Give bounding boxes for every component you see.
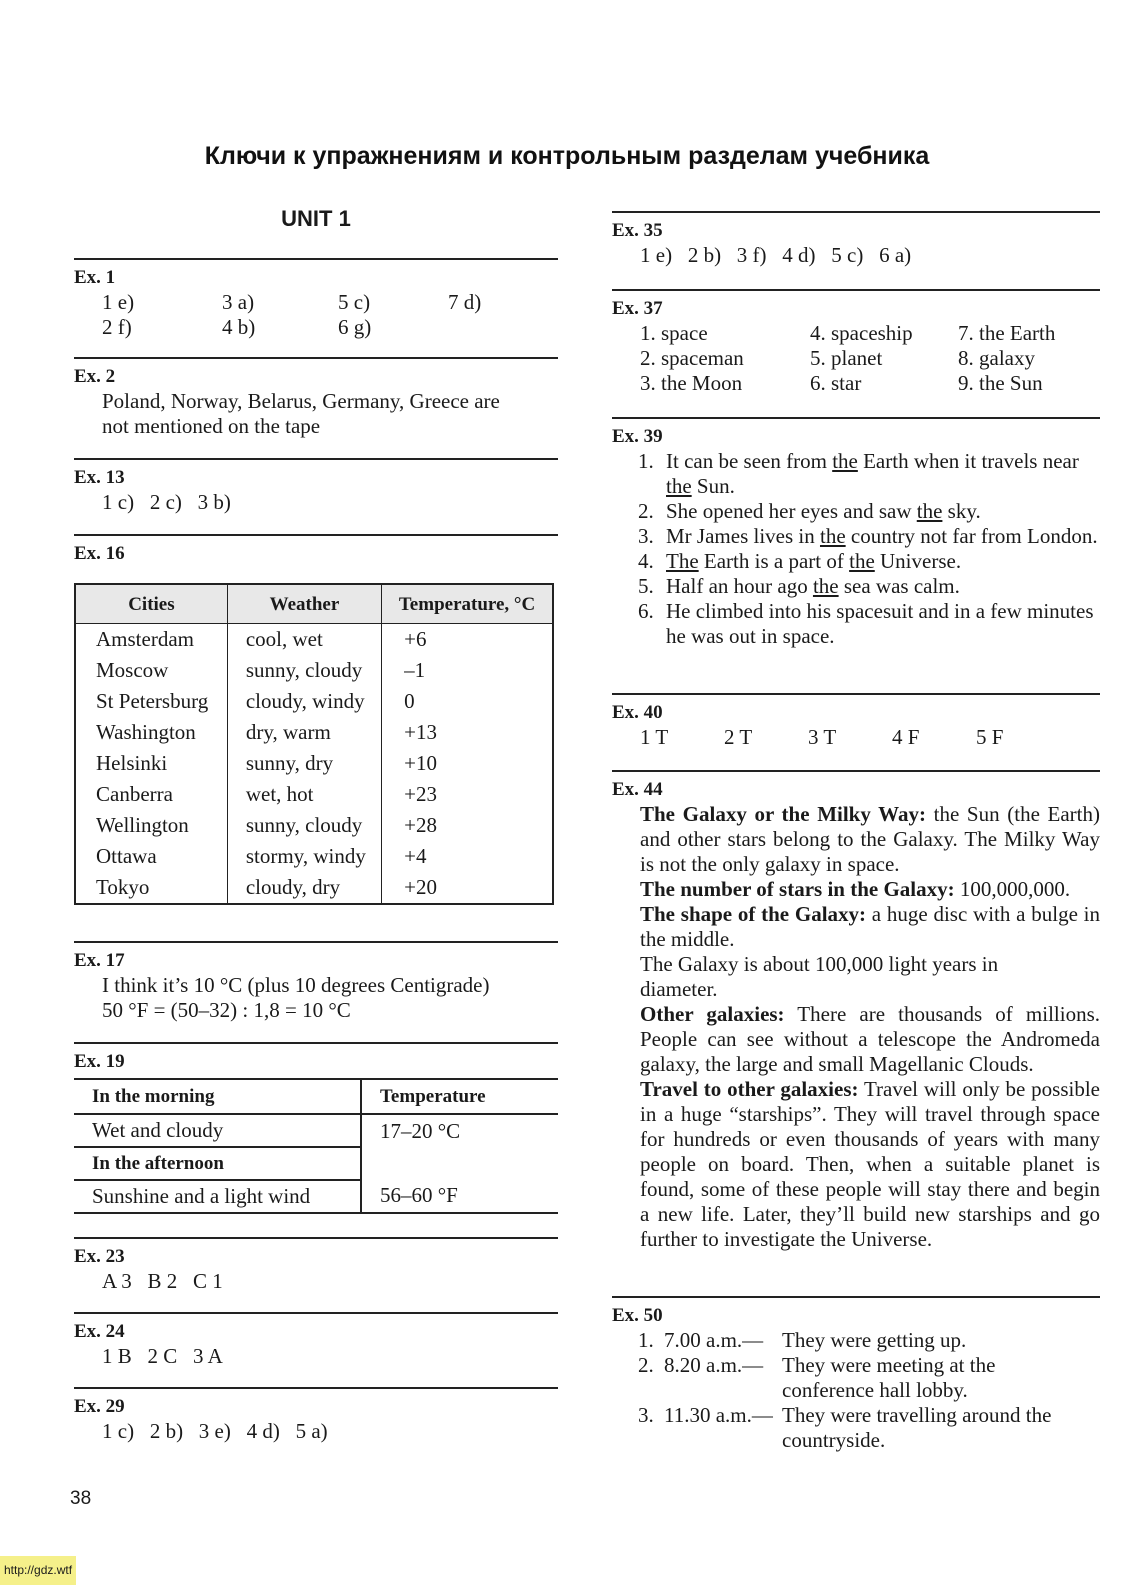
ex2-label: Ex. 2 bbox=[74, 366, 116, 387]
table-cell: 0 bbox=[404, 689, 415, 713]
list-item: 3. Mr James lives in the country not far from London. bbox=[638, 524, 1098, 548]
table-row bbox=[75, 717, 553, 748]
ex37-section bbox=[612, 289, 1100, 396]
list-item: 4. The Earth is a part of the Universe. bbox=[638, 549, 962, 573]
answer: 3 T bbox=[808, 725, 837, 749]
ex50-label: Ex. 50 bbox=[612, 1305, 663, 1326]
ex39-label: Ex. 39 bbox=[612, 426, 663, 447]
ex2-line: Poland, Norway, Belarus, Germany, Greece are bbox=[102, 389, 500, 413]
item-time: 7.00 a.m.— bbox=[664, 1328, 764, 1352]
item-time: 8.20 a.m.— bbox=[664, 1353, 764, 1377]
ex13-section bbox=[74, 458, 558, 515]
column-header: Temperature, °C bbox=[382, 584, 553, 624]
item-time: 11.30 a.m.— bbox=[664, 1403, 773, 1427]
item-text: They were travelling around the countryside. bbox=[782, 1403, 1052, 1452]
ex37-label: Ex. 37 bbox=[612, 298, 663, 319]
list-item: 5. Half an hour ago the sea was calm. bbox=[638, 574, 960, 598]
ex17-line: 50 °F = (50–32) : 1,8 = 10 °C bbox=[102, 998, 351, 1022]
answer: 5 F bbox=[976, 725, 1004, 749]
ex23-answers: A 3 B 2 C 1 bbox=[102, 1269, 223, 1293]
definition: the Sun (the Earth) and other stars belong to the Galaxy. The Milky Way is not the only galaxy in space. bbox=[640, 802, 1101, 876]
answer: 2 f) bbox=[102, 315, 132, 339]
table-cell: St Petersburg bbox=[75, 686, 227, 717]
ex29-label: Ex. 29 bbox=[74, 1396, 125, 1417]
ex37-answers bbox=[612, 321, 1100, 396]
ex17-line: I think it’s 10 °C (plus 10 degrees Centigrade) bbox=[102, 973, 490, 997]
table-cell: +10 bbox=[404, 751, 437, 775]
table-cell: Canberra bbox=[75, 779, 227, 810]
temperature-cell bbox=[361, 1114, 558, 1213]
definition: Travel will only be possible in a huge “starships”. They will travel through space for hundreds or even thousands of years with many people on board. Then, when a suitable planet is found, some of these people will stay there and begin a new life. Later, they’ll build new starships and go further to investigate the Universe. bbox=[640, 1077, 1100, 1251]
answer: 5 c) bbox=[338, 290, 371, 314]
table-cell: +28 bbox=[404, 813, 437, 837]
ex40-answers bbox=[612, 725, 1100, 750]
ex2-line: not mentioned on the tape bbox=[102, 414, 321, 438]
list-item: 6. He climbed into his spacesuit and in a few minutes he was out in space. bbox=[638, 599, 1094, 648]
answer: 7 d) bbox=[448, 290, 482, 314]
table-row bbox=[75, 872, 553, 904]
column-header: Temperature bbox=[361, 1079, 558, 1114]
answer: 2 T bbox=[724, 725, 753, 749]
table-cell: cloudy, dry bbox=[227, 872, 381, 904]
ex19-section bbox=[74, 1042, 558, 1074]
item-number: 1. bbox=[638, 1328, 654, 1352]
ex19-label: Ex. 19 bbox=[74, 1051, 125, 1072]
table-row bbox=[75, 779, 553, 810]
list-item bbox=[638, 1328, 1100, 1353]
ex1-section bbox=[74, 258, 558, 340]
ex39-section bbox=[612, 417, 1100, 649]
answer: 6. star bbox=[810, 371, 862, 395]
ex16-table bbox=[74, 583, 554, 905]
list-item bbox=[638, 1353, 1100, 1403]
ex24-label: Ex. 24 bbox=[74, 1321, 125, 1342]
ex40-section bbox=[612, 693, 1100, 750]
ex24-section bbox=[74, 1312, 558, 1369]
table-cell: sunny, cloudy bbox=[227, 655, 381, 686]
page-number: 38 bbox=[70, 1488, 92, 1509]
ex19-table bbox=[74, 1078, 558, 1214]
table-cell: sunny, cloudy bbox=[227, 810, 381, 841]
table-cell: Wet and cloudy bbox=[74, 1114, 361, 1147]
item-text: They were meeting at the conference hall lobby. bbox=[782, 1353, 996, 1402]
ex23-label: Ex. 23 bbox=[74, 1246, 125, 1267]
definition: There are thousands of millions. People can see without a telescope the Andromeda galaxy, the large and small Magellanic Clouds. bbox=[640, 1002, 1100, 1076]
table-row bbox=[75, 655, 553, 686]
answer: 2. spaceman bbox=[640, 346, 744, 370]
table-cell: sunny, dry bbox=[227, 748, 381, 779]
ex39-list bbox=[612, 449, 1100, 649]
answer: 6 g) bbox=[338, 315, 372, 339]
answer: 8. galaxy bbox=[958, 346, 1035, 370]
afternoon-temperature: 56–60 °F bbox=[380, 1183, 458, 1207]
column-header: Weather bbox=[227, 584, 381, 624]
morning-temperature: 17–20 °C bbox=[380, 1119, 461, 1143]
table-cell: +4 bbox=[404, 844, 427, 868]
ex13-label: Ex. 13 bbox=[74, 467, 125, 488]
watermark-link[interactable]: http://gdz.wtf bbox=[0, 1556, 76, 1585]
list-item: 2. She opened her eyes and saw the sky. bbox=[638, 499, 981, 523]
table-cell: +23 bbox=[404, 782, 437, 806]
page-title: Ключи к упражнениям и контрольным разделам учебника bbox=[204, 142, 930, 170]
ex44-label: Ex. 44 bbox=[612, 779, 663, 800]
answer: 1 T bbox=[640, 725, 669, 749]
table-cell: cool, wet bbox=[227, 624, 381, 656]
definition: The Galaxy is about 100,000 light years in diameter. bbox=[640, 952, 999, 1001]
table-cell: +13 bbox=[404, 720, 437, 744]
table-cell: +6 bbox=[404, 627, 427, 651]
answer: 4 b) bbox=[222, 315, 256, 339]
ex13-answers: 1 c) 2 c) 3 b) bbox=[102, 490, 231, 514]
table-cell: Washington bbox=[75, 717, 227, 748]
table-cell: Helsinki bbox=[75, 748, 227, 779]
answer: 1 e) bbox=[102, 290, 135, 314]
answer: 3 a) bbox=[222, 290, 255, 314]
row-header: In the afternoon bbox=[74, 1147, 361, 1180]
table-cell: wet, hot bbox=[227, 779, 381, 810]
ex17-label: Ex. 17 bbox=[74, 950, 125, 971]
ex1-label: Ex. 1 bbox=[74, 267, 116, 288]
answer: 5. planet bbox=[810, 346, 883, 370]
term: Other galaxies: bbox=[640, 1002, 785, 1026]
table-cell: cloudy, windy bbox=[227, 686, 381, 717]
ex35-section bbox=[612, 211, 1100, 268]
item-number: 2. bbox=[638, 1353, 654, 1377]
ex2-section bbox=[74, 357, 558, 439]
table-cell: stormy, windy bbox=[227, 841, 381, 872]
unit-heading: UNIT 1 bbox=[281, 206, 351, 231]
list-item: 1. It can be seen from the Earth when it travels near the Sun. bbox=[638, 449, 1079, 498]
answer: 4. spaceship bbox=[810, 321, 913, 345]
definition: a huge disc with a bulge in the middle. bbox=[640, 902, 1100, 951]
ex44-text bbox=[612, 802, 1100, 1252]
column-header: Cities bbox=[75, 584, 227, 624]
ex17-section bbox=[74, 941, 558, 1023]
answer: 9. the Sun bbox=[958, 371, 1043, 395]
list-item bbox=[638, 1403, 1100, 1453]
table-row bbox=[75, 810, 553, 841]
ex35-answers: 1 e) 2 b) 3 f) 4 d) 5 c) 6 a) bbox=[640, 243, 912, 267]
term: Travel to other galaxies: bbox=[640, 1077, 859, 1101]
column-header: In the morning bbox=[74, 1079, 361, 1114]
answer: 4 F bbox=[892, 725, 920, 749]
table-row bbox=[75, 748, 553, 779]
term: The Galaxy or the Milky Way: bbox=[640, 802, 926, 826]
table-cell: Ottawa bbox=[75, 841, 227, 872]
ex16-label: Ex. 16 bbox=[74, 543, 125, 564]
answer: 3. the Moon bbox=[640, 371, 743, 395]
ex44-section bbox=[612, 770, 1100, 1252]
ex1-answers bbox=[74, 290, 558, 340]
term: The shape of the Galaxy: bbox=[640, 902, 867, 926]
table-cell: Sunshine and a light wind bbox=[74, 1180, 361, 1213]
item-text: They were getting up. bbox=[782, 1328, 967, 1352]
ex50-section bbox=[612, 1296, 1100, 1453]
table-cell: +20 bbox=[404, 875, 437, 899]
ex29-section bbox=[74, 1387, 558, 1444]
ex29-answers: 1 c) 2 b) 3 e) 4 d) 5 a) bbox=[102, 1419, 328, 1443]
item-number: 3. bbox=[638, 1403, 654, 1427]
term: The number of stars in the Galaxy: bbox=[640, 877, 955, 901]
table-row bbox=[75, 624, 553, 656]
answer: 1. space bbox=[640, 321, 708, 345]
table-row bbox=[75, 686, 553, 717]
ex24-answers: 1 B 2 C 3 A bbox=[102, 1344, 223, 1368]
ex35-label: Ex. 35 bbox=[612, 220, 663, 241]
ex50-list bbox=[612, 1328, 1100, 1453]
definition: 100,000,000. bbox=[954, 877, 1071, 901]
ex23-section bbox=[74, 1237, 558, 1294]
table-row bbox=[75, 841, 553, 872]
answer: 7. the Earth bbox=[958, 321, 1056, 345]
table-cell: Moscow bbox=[75, 655, 227, 686]
table-cell: Amsterdam bbox=[75, 624, 227, 656]
table-cell: dry, warm bbox=[227, 717, 381, 748]
ex16-section bbox=[74, 534, 558, 566]
table-cell: Wellington bbox=[75, 810, 227, 841]
ex40-label: Ex. 40 bbox=[612, 702, 663, 723]
table-cell: Tokyo bbox=[75, 872, 227, 904]
table-cell: –1 bbox=[404, 658, 426, 682]
